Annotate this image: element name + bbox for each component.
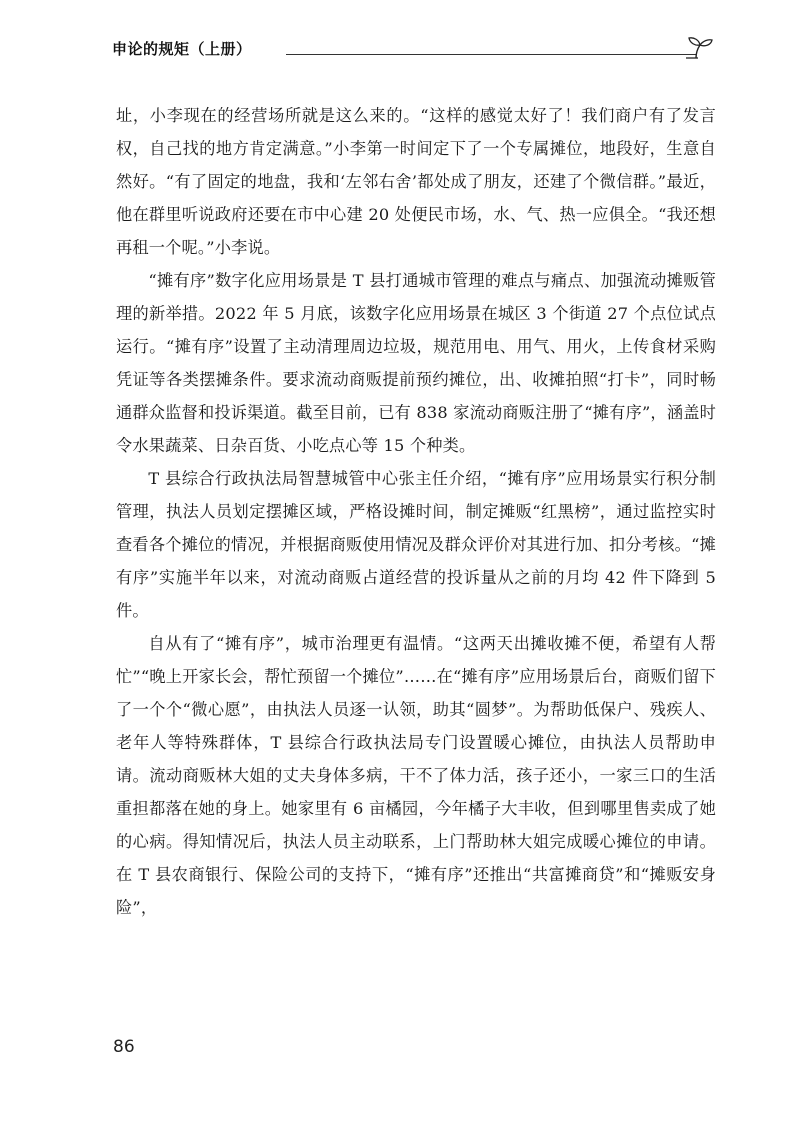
sprout-icon [686, 34, 714, 60]
paragraph-4: 自从有了“摊有序”，城市治理更有温情。“这两天出摊收摊不便，希望有人帮忙”“晚上开家长会，帮忙预留一个摊位”……在“摊有序”应用场景后台，商贩们留下了一个个“微心愿”，由执法人员逐一认领，助其“圆梦”。为帮助低保户、残疾人、老年人等特殊群体，T 县综合行政执法局专门设置暖心摊位，由执法人员帮助申请。流动商贩林大姐的丈夫身体多病，干不了体力活，孩子还小，一家三口的生活重担都落在她的身上。她家里有 6 亩橘园，今年橘子大丰收，但到哪里售卖成了她的心病。得知情况后，执法人员主动联系，上门帮助林大姐完成暖心摊位的申请。在 T 县农商银行、保险公司的支持下，“摊有序”还推出“共富摊商贷”和“摊贩安身险”， [116, 634, 716, 917]
paragraph-2: “摊有序”数字化应用场景是 T 县打通城市管理的难点与痛点、加强流动摊贩管理的新举措。2022 年 5 月底，该数字化应用场景在城区 3 个街道 27 个点位试点运行。“摊有序”设置了主动清理周边垃圾，规范用电、用气、用火，上传食材采购凭证等各类摆摊条件。要求流动商贩提前预约摊位，出、收摊拍照“打卡”，同时畅通群众监督和投诉渠道。截至目前，已有 838 家流动商贩注册了“摊有序”，涵盖时令水果蔬菜、日杂百货、小吃点心等 15 个种类。 [116, 271, 716, 455]
paragraph-3: T 县综合行政执法局智慧城管中心张主任介绍，“摊有序”应用场景实行积分制管理，执法人员划定摆摊区域，严格设摊时间，制定摊贩“红黑榜”，通过监控实时查看各个摊位的情况，并根据商贩使用情况及群众评价对其进行加、扣分考核。“摊有序”实施半年以来，对流动商贩占道经营的投诉量从之前的月均 42 件下降到 5 件。 [116, 469, 716, 620]
body-text [116, 99, 716, 924]
page-number: 86 [113, 1037, 135, 1057]
header-rule [286, 54, 696, 55]
paragraph-1: 址，小李现在的经营场所就是这么来的。“这样的感觉太好了！我们商户有了发言权，自己找的地方肯定满意。”小李第一时间定下了一个专属摊位，地段好，生意自然好。“有了固定的地盘，我和‘左邻右舍’都处成了朋友，还建了个微信群。”最近，他在群里听说政府还要在市中心建 20 处便民市场，水、气、热一应俱全。“我还想再租一个呢。”小李说。 [116, 106, 716, 257]
book-title: 申论的规矩（上册） [112, 40, 252, 58]
running-header [112, 34, 716, 64]
